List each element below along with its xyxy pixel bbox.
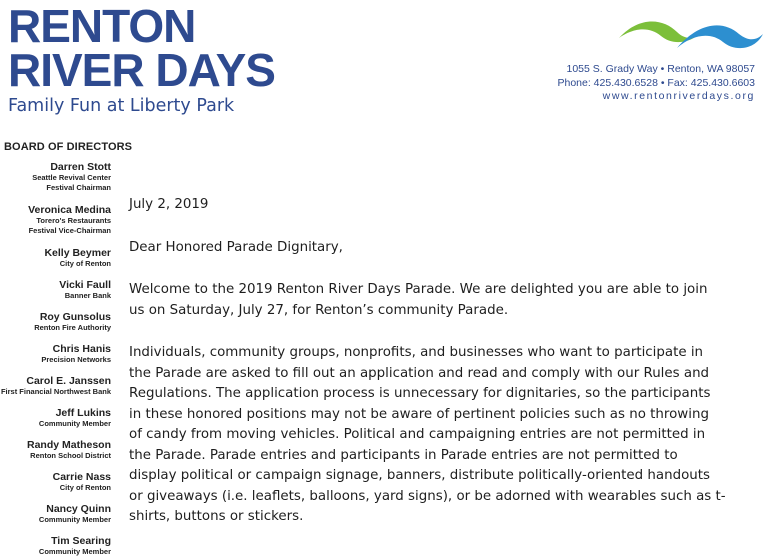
member-name: Randy Matheson	[26, 439, 111, 451]
paragraph-line: display political or campaign signage, banners, distribute politically-oriented handouts	[129, 468, 711, 483]
board-member	[34, 311, 111, 333]
member-name: Carrie Nass	[52, 471, 111, 483]
member-name: Nancy Quinn	[46, 503, 111, 515]
member-name: Chris Hanis	[52, 343, 111, 355]
paragraph-rules	[129, 343, 749, 528]
address: 1055 S. Grady Way • Renton, WA 98057	[566, 63, 755, 75]
member-role: Seattle Revival Center	[32, 173, 111, 182]
member-name: Darren Stott	[50, 161, 111, 173]
member-name: Kelly Beymer	[44, 247, 111, 259]
member-role: City of Renton	[59, 483, 111, 492]
member-role: Renton Fire Authority	[34, 323, 111, 332]
paragraph-line: us on Saturday, July 27, for Renton’s community Parade.	[129, 302, 509, 318]
member-name: Tim Searing	[51, 535, 111, 547]
website-link[interactable]: www.rentonriverdays.org	[602, 90, 755, 102]
paragraph-line: shirts, buttons or stickers.	[129, 509, 304, 524]
board-member	[39, 503, 111, 525]
board-member	[27, 439, 111, 461]
logo-line-2: RIVER DAYS	[8, 44, 275, 96]
member-role: Precision Networks	[41, 355, 111, 364]
member-role: Community Member	[38, 419, 111, 428]
board-heading: BOARD OF DIRECTORS	[4, 141, 133, 153]
member-role: Banner Bank	[64, 291, 111, 300]
member-role: Community Member	[38, 547, 111, 556]
member-name: Vicki Faull	[59, 279, 111, 291]
member-name: Veronica Medina	[28, 204, 111, 216]
member-role: Torero's Restaurants	[36, 216, 111, 225]
letter-date: July 2, 2019	[129, 197, 209, 212]
board-member	[39, 535, 111, 557]
board-member	[1, 375, 111, 397]
contact-info	[557, 63, 755, 104]
member-name: Jeff Lukins	[55, 407, 111, 419]
salutation: Dear Honored Parade Dignitary,	[129, 240, 343, 255]
board-member	[39, 407, 111, 429]
member-name: Roy Gunsolus	[39, 311, 111, 323]
member-role: Community Member	[38, 515, 111, 524]
wave-logo-icon	[615, 8, 765, 58]
phone-fax: Phone: 425.430.6528 • Fax: 425.430.6603	[557, 76, 755, 89]
paragraph-welcome	[129, 280, 749, 321]
board-member	[44, 247, 111, 269]
member-role: Festival Chairman	[46, 182, 111, 192]
board-member	[59, 279, 111, 301]
board-member	[28, 204, 111, 235]
paragraph-line: the Parade. Parade entries and participants in Parade entries are not permitted to	[129, 447, 678, 463]
member-role: Renton School District	[30, 451, 111, 460]
board-member	[53, 471, 111, 493]
member-role: Festival Vice-Chairman	[28, 225, 111, 235]
paragraph-line: Welcome to the 2019 Renton River Days Parade. We are delighted you are able to join	[129, 282, 708, 297]
paragraph-line: of candy from moving vehicles. Political and campaigning entries are not permitted in	[129, 427, 706, 442]
paragraph-line: Regulations. The application process is unnecessary for dignitaries, so the participants	[129, 386, 711, 401]
member-name: Carol E. Janssen	[26, 375, 111, 387]
paragraph-line: in these honored positions may not be aware of pertinent policies such as no throwing	[129, 406, 709, 422]
paragraph-line: Individuals, community groups, nonprofits, and businesses who want to participate in	[129, 345, 704, 360]
member-role: City of Renton	[59, 259, 111, 268]
green-wave-icon	[619, 21, 705, 42]
board-member	[32, 161, 111, 192]
blue-wave-icon	[677, 25, 763, 48]
logo	[8, 0, 275, 116]
paragraph-line: the Parade are asked to fill out an application and read and comply with our Rules and	[129, 365, 710, 381]
board-member	[41, 343, 111, 365]
logo-line-1: RENTON	[8, 0, 196, 52]
paragraph-line: or giveaways (i.e. leaflets, balloons, yard signs), or be adorned with wearables such as t-	[129, 488, 726, 504]
tagline: Family Fun at Liberty Park	[8, 96, 235, 116]
member-role: First Financial Northwest Bank	[0, 387, 111, 396]
